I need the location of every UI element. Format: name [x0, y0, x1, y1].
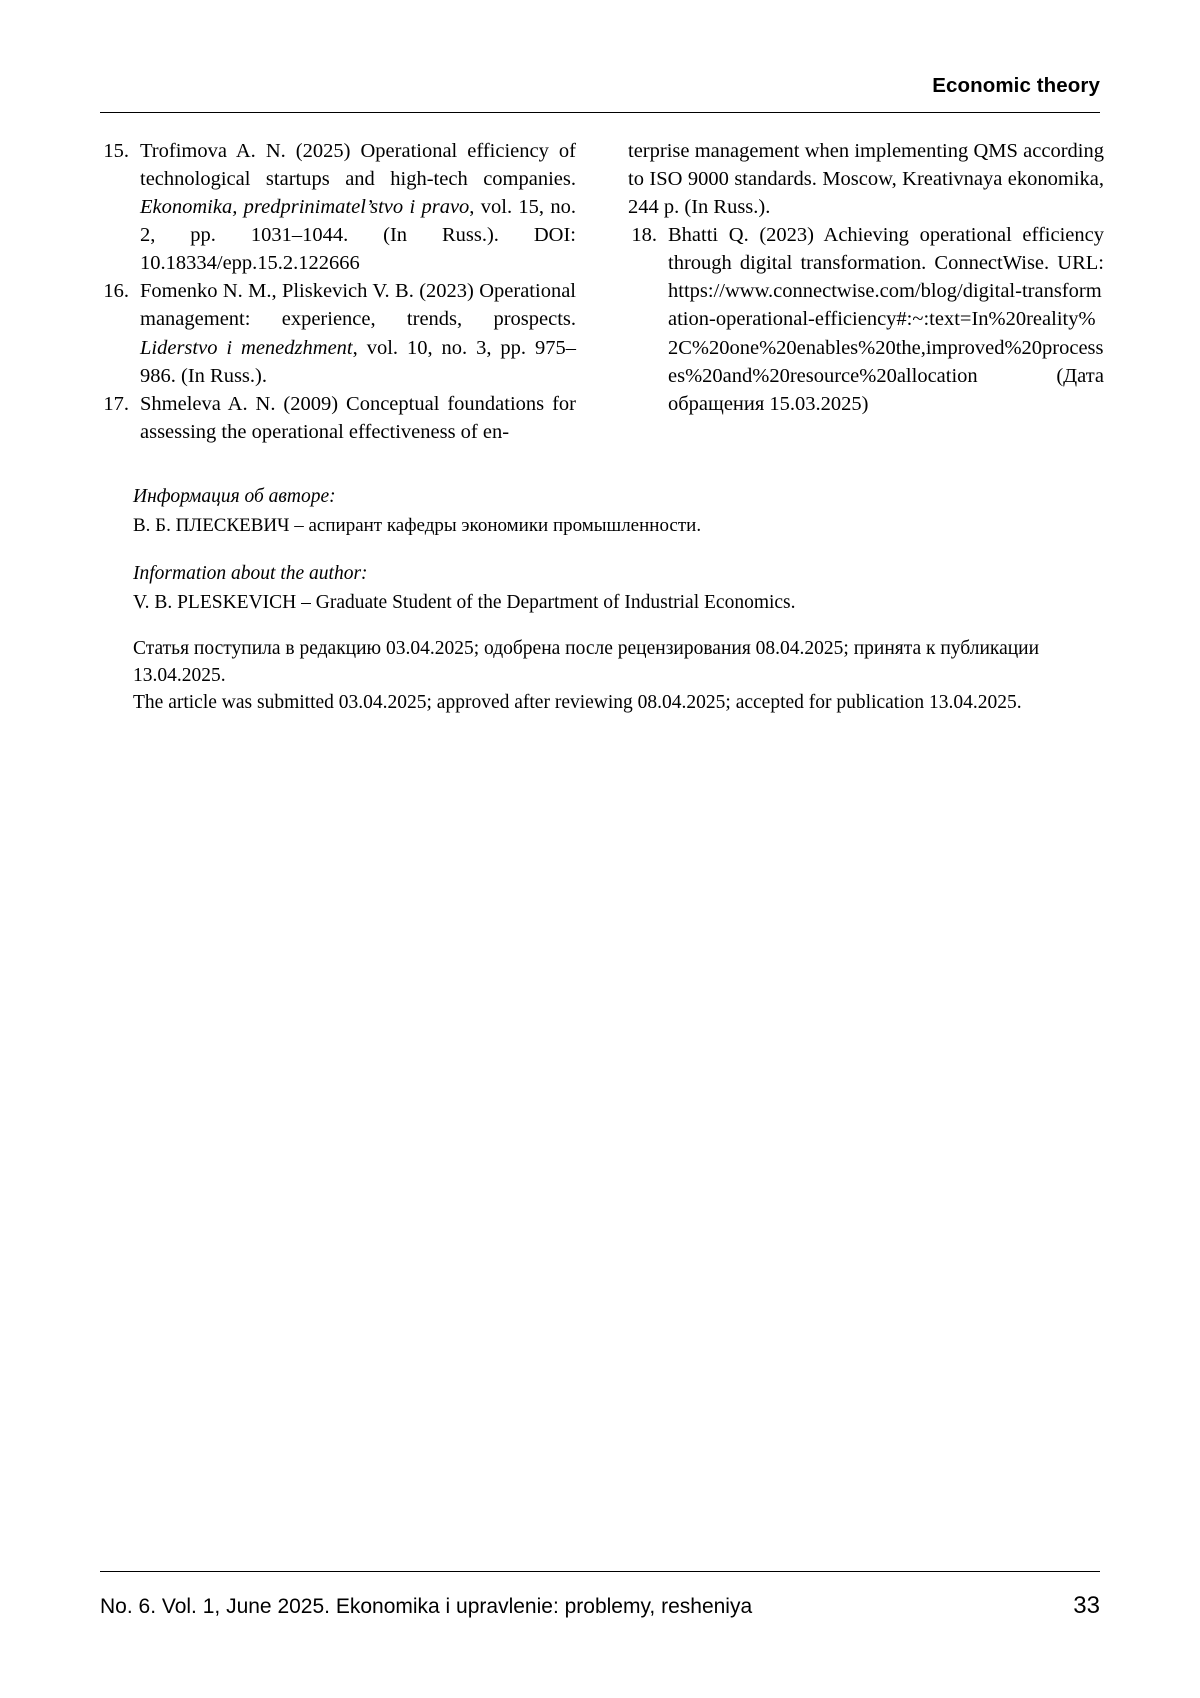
author-info-russian-text: В. Б. ПЛЕСКЕВИЧ – аспирант кафедры экономики промышленности.	[133, 515, 702, 537]
list-item	[628, 221, 1104, 418]
author-info-english	[133, 561, 1108, 617]
reference-text	[140, 390, 576, 446]
reference-text-part: Bhatti Q. (2023) Achieving operational efficiency through digital transformation. ConnectWise. URL:	[668, 224, 1104, 275]
reference-source-italic: Ekonomika, predprinimatel’stvo i pravo	[140, 196, 470, 219]
references-left-column	[100, 137, 576, 446]
page-footer	[100, 1592, 1100, 1620]
running-head: Economic theory	[932, 74, 1100, 97]
reference-url[interactable]: https://www.connectwise.com/blog/digital-transformation-operational-efficiency#:~:text=In%20reality%2C%20one%20enables%20the,improved%20processes%20and%20resource%20allocation	[668, 280, 1104, 387]
reference-text	[140, 137, 576, 277]
author-info-english-title: Information about the author:	[133, 563, 368, 584]
reference-text-part: Fomenko N. M., Pliskevich V. B. (2023) Operational management: experience, trends, prospects.	[140, 280, 576, 331]
reference-number: 16.	[103, 280, 129, 303]
list-item	[100, 277, 576, 389]
reference-text	[668, 221, 1104, 418]
references-right-column	[628, 137, 1104, 446]
footer-issue-line: No. 6. Vol. 1, June 2025. Ekonomika i upravlenie: problemy, resheniya	[100, 1595, 753, 1618]
reference-list-left	[100, 137, 576, 446]
header-divider	[100, 112, 1100, 113]
author-info-russian	[133, 484, 1108, 539]
list-item	[100, 137, 576, 277]
reference-number: 15.	[103, 140, 129, 162]
list-item	[100, 390, 576, 446]
reference-text-part: Shmeleva A. N. (2009) Conceptual foundations for assessing the operational effectiveness of en-	[140, 392, 576, 443]
submission-dates	[133, 636, 1108, 717]
footer-divider	[100, 1571, 1100, 1572]
reference-number: 17.	[103, 392, 129, 415]
references-section	[100, 137, 1105, 446]
reference-list-right	[628, 221, 1104, 418]
page-number: 33	[1073, 1592, 1100, 1619]
reference-continuation: terprise management when implementing QMS according to ISO 9000 standards. Moscow, Kreativnaya ekonomika, 244 p. (In Russ.).	[628, 140, 1104, 219]
reference-number: 18.	[631, 224, 657, 247]
reference-text-part: Trofimova A. N. (2025) Operational efficiency of technological startups and high-tech companies.	[140, 140, 576, 191]
author-info-english-text: V. B. PLESKEVICH – Graduate Student of the Department of Industrial Economics.	[133, 592, 796, 614]
reference-text	[140, 277, 576, 389]
reference-source-italic: Liderstvo i menedzhment	[140, 336, 353, 359]
reference-text-tail: , vol. 15, no. 2, pp. 1031–1044. (In Russ.). DOI: 10.18334/epp.15.2.122666	[140, 196, 576, 275]
reference-text-tail: (Дата обращения 15.03.2025)	[668, 364, 1104, 415]
submission-dates-russian: Статья поступила в редакцию 03.04.2025; одобрена после рецензирования 08.04.2025; принята к публикации 13.04.2025.	[133, 638, 1040, 686]
author-info-russian-title: Информация об авторе:	[133, 486, 336, 507]
submission-dates-english: The article was submitted 03.04.2025; approved after reviewing 08.04.2025; accepted for publication 13.04.2025.	[133, 691, 1022, 713]
reference-text-tail: , vol. 10, no. 3, pp. 975–986. (In Russ.).	[140, 336, 576, 387]
